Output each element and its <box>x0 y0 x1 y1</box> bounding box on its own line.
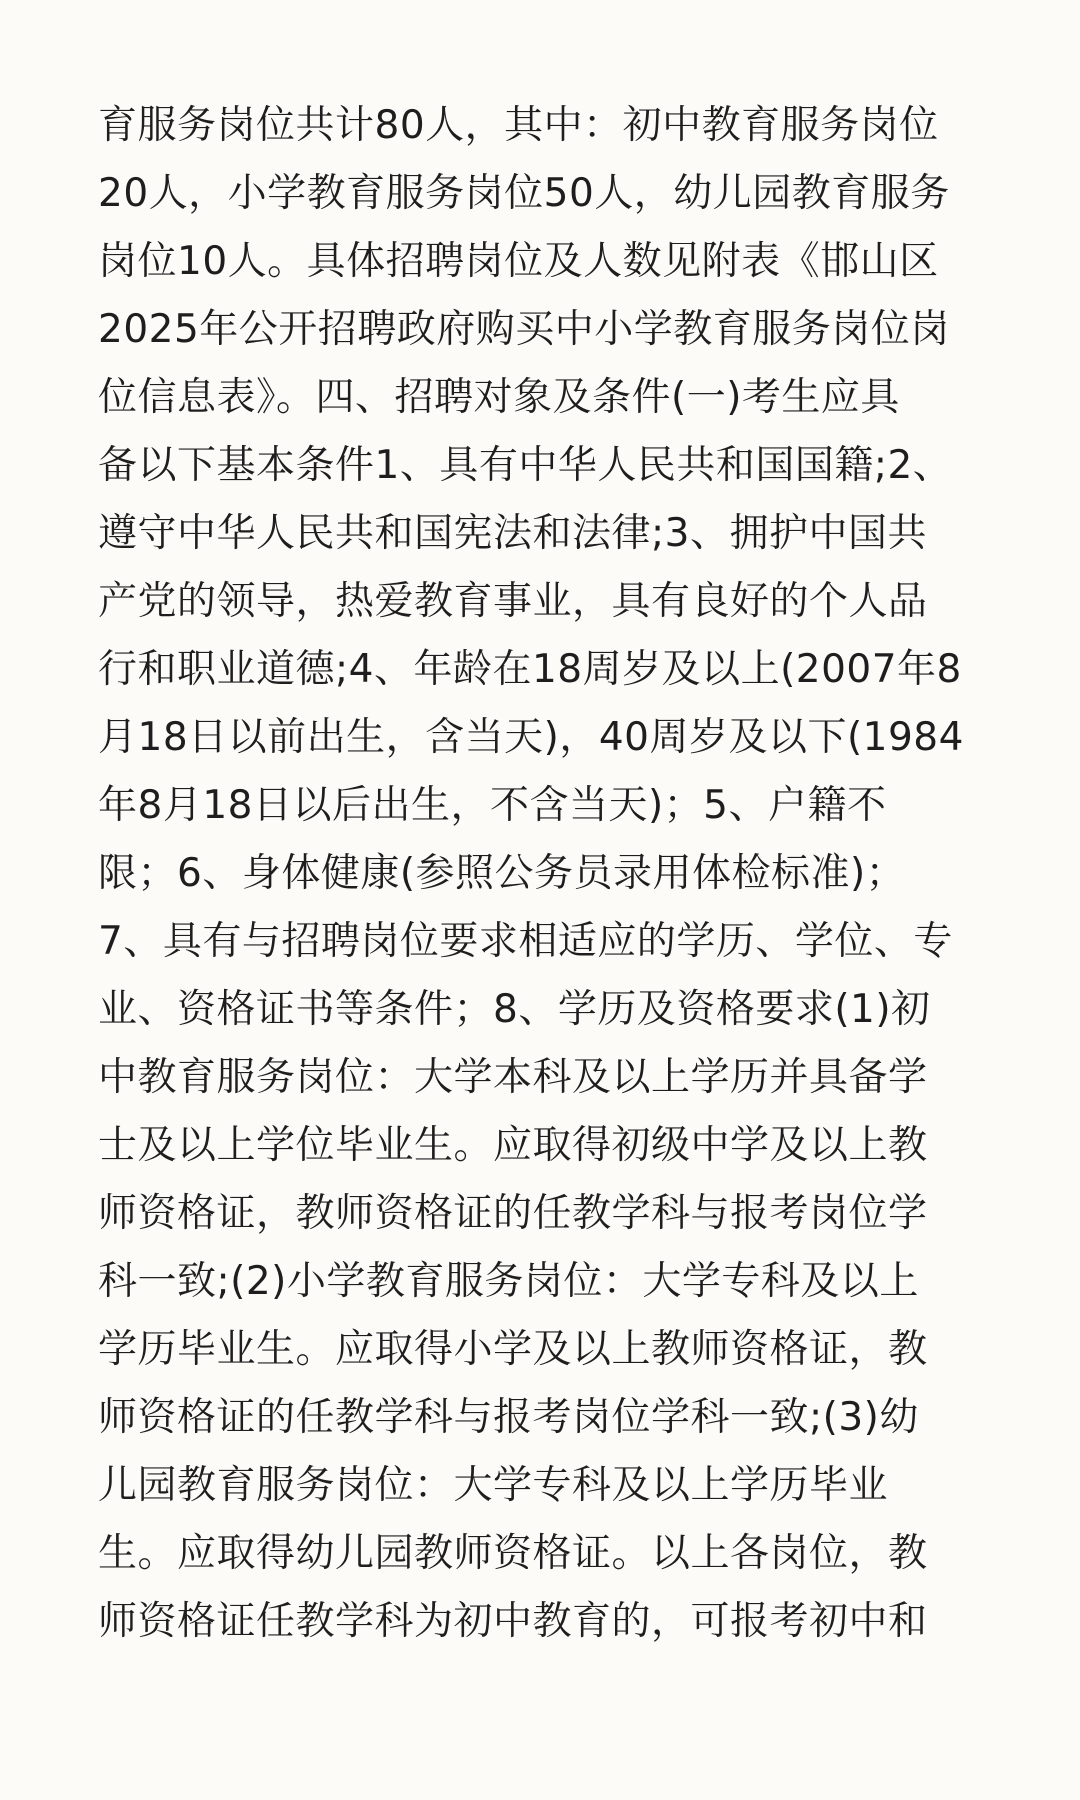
text-line: 2025年公开招聘政府购买中小学教育服务岗位岗 <box>98 307 950 352</box>
text-line: 学历毕业生。应取得小学及以上教师资格证，教 <box>98 1327 928 1372</box>
text-line: 位信息表》。四、招聘对象及条件(一)考生应具 <box>98 375 900 420</box>
text-line: 7、具有与招聘岗位要求相适应的学历、学位、专 <box>98 919 953 964</box>
text-line: 月18日以前出生，含当天)，40周岁及以下(1984 <box>98 715 964 760</box>
text-line: 育服务岗位共计80人，其中：初中教育服务岗位 <box>98 103 939 148</box>
text-line: 岗位10人。具体招聘岗位及人数见附表《邯山区 <box>98 239 939 284</box>
text-line: 年8月18日以后出生，不含当天)；5、户籍不 <box>98 783 887 828</box>
text-line: 士及以上学位毕业生。应取得初级中学及以上教 <box>98 1123 928 1168</box>
text-line: 业、资格证书等条件；8、学历及资格要求(1)初 <box>98 987 931 1032</box>
text-line: 科一致;(2)小学教育服务岗位：大学专科及以上 <box>98 1259 919 1304</box>
text-line: 产党的领导，热爱教育事业，具有良好的个人品 <box>98 579 928 624</box>
text-line: 生。应取得幼儿园教师资格证。以上各岗位，教 <box>98 1531 928 1576</box>
text-line: 备以下基本条件1、具有中华人民共和国国籍;2、 <box>98 443 953 488</box>
text-line: 师资格证的任教学科与报考岗位学科一致;(3)幼 <box>98 1395 919 1440</box>
text-line: 20人，小学教育服务岗位50人，幼儿园教育服务 <box>98 171 950 216</box>
text-line: 师资格证任教学科为初中教育的，可报考初中和 <box>98 1599 928 1644</box>
text-line: 儿园教育服务岗位：大学专科及以上学历毕业 <box>98 1463 889 1508</box>
text-line: 行和职业道德;4、年龄在18周岁及以上(2007年8 <box>98 647 962 692</box>
text-line: 师资格证，教师资格证的任教学科与报考岗位学 <box>98 1191 928 1236</box>
text-line: 遵守中华人民共和国宪法和法律;3、拥护中国共 <box>98 511 927 556</box>
text-line: 限；6、身体健康(参照公务员录用体检标准)； <box>98 851 906 896</box>
article-body <box>98 92 988 1656</box>
text-line: 中教育服务岗位：大学本科及以上学历并具备学 <box>98 1055 928 1100</box>
